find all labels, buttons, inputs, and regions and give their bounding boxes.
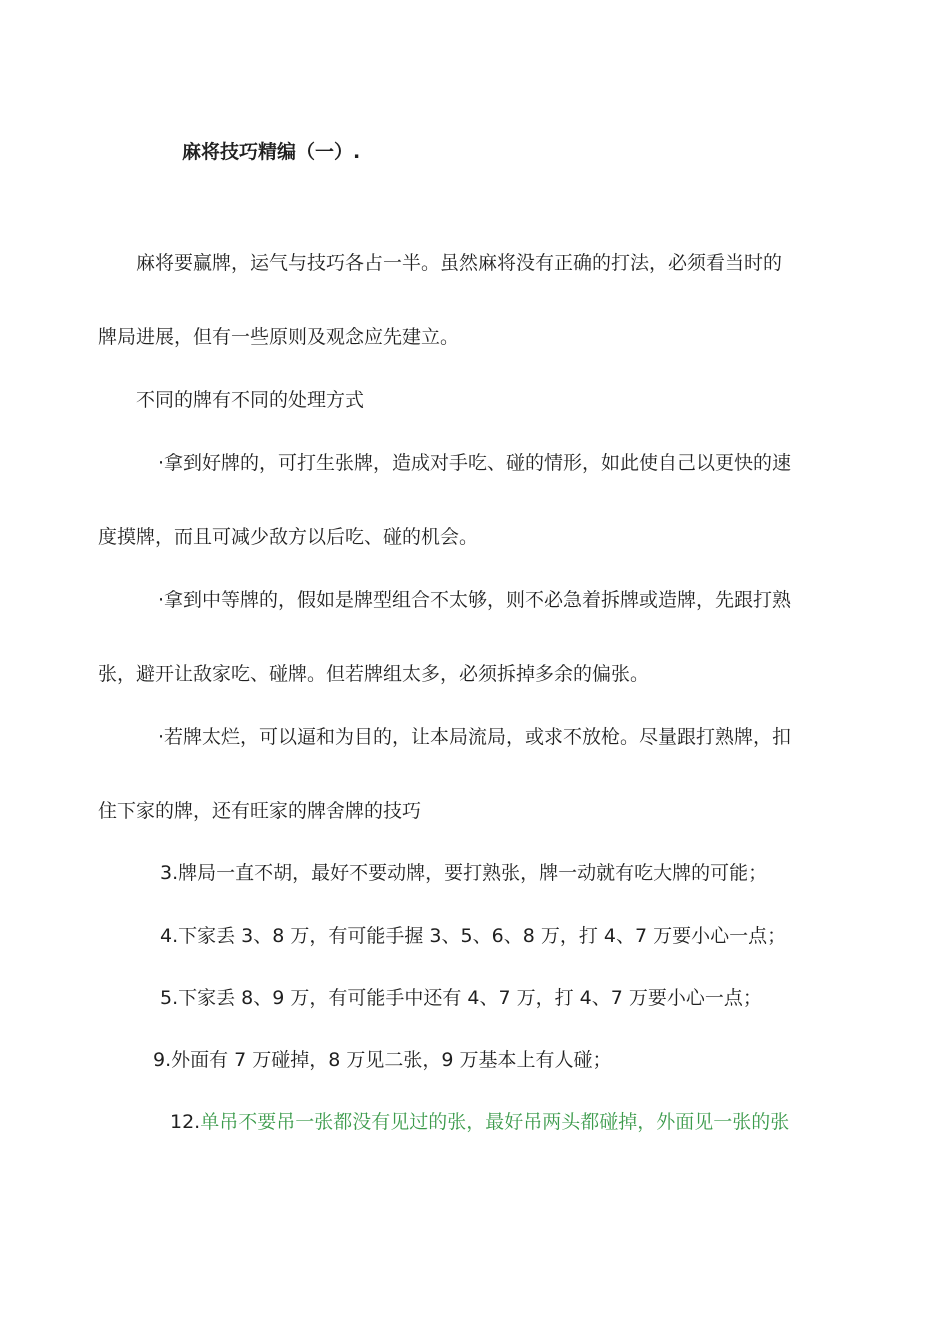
bullet-2-line-1: ·拿到中等牌的，假如是牌型组合不太够，则不必急着拆牌或造牌，先跟打熟: [158, 589, 792, 611]
tip-5: 5.下家丢 8、9 万，有可能手中还有 4、7 万，打 4、7 万要小心一点；: [160, 987, 762, 1009]
bullet-1-line-2: 度摸牌，而且可减少敌方以后吃、碰的机会。: [98, 526, 479, 548]
tip-4: 4.下家丢 3、8 万，有可能手握 3、5、6、8 万，打 4、7 万要小心一点；: [160, 925, 787, 947]
tip-12: [170, 1110, 789, 1134]
document-title: 麻将技巧精编（一）.: [182, 141, 361, 163]
bullet-3-line-2: 住下家的牌，还有旺家的牌舍牌的技巧: [98, 800, 422, 822]
tip-12-text: 单吊不要吊一张都没有见过的张，最好吊两头都碰掉，外面见一张的张: [200, 1111, 790, 1133]
intro-line-1: 麻将要赢牌，运气与技巧各占一半。虽然麻将没有正确的打法，必须看当时的: [136, 252, 783, 274]
tip-3: 3.牌局一直不胡，最好不要动牌，要打熟张，牌一动就有吃大牌的可能；: [160, 862, 768, 884]
bullet-3-line-1: ·若牌太烂，可以逼和为目的，让本局流局，或求不放枪。尽量跟打熟牌，扣: [158, 726, 792, 748]
tip-9: 9.外面有 7 万碰掉，8 万见二张，9 万基本上有人碰；: [153, 1049, 612, 1071]
bullet-2-line-2: 张，避开让敌家吃、碰牌。但若牌组太多，必须拆掉多余的偏张。: [98, 663, 650, 685]
section-heading: 不同的牌有不同的处理方式: [136, 389, 365, 411]
bullet-1-line-1: ·拿到好牌的，可打生张牌，造成对手吃、碰的情形，如此使自己以更快的速: [158, 452, 792, 474]
intro-line-2: 牌局进展，但有一些原则及观念应先建立。: [98, 326, 460, 348]
tip-12-number: 12.: [170, 1111, 201, 1133]
